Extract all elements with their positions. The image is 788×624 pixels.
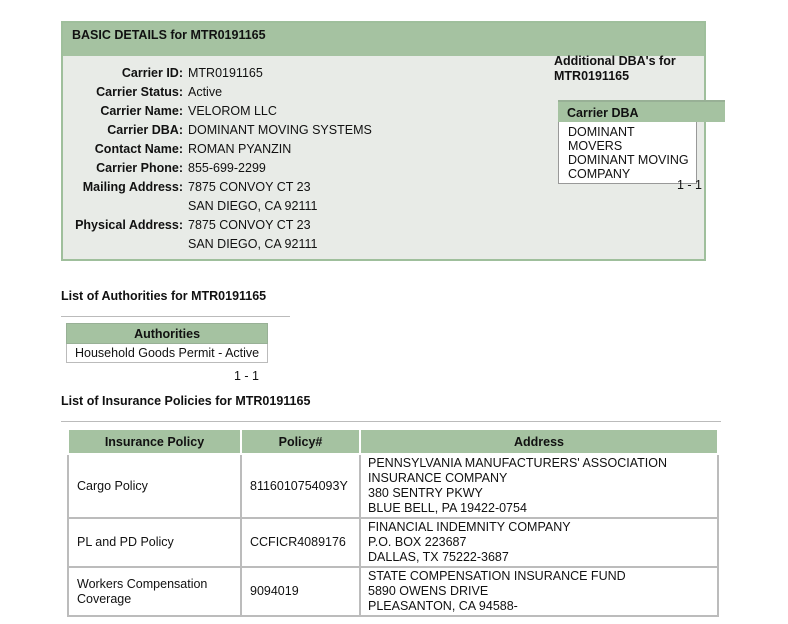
field-value: SAN DIEGO, CA 92111 — [188, 199, 318, 213]
authorities-table — [66, 323, 268, 363]
divider — [61, 421, 721, 422]
field-label: Carrier DBA: — [107, 123, 183, 137]
field-label: Mailing Address: — [82, 180, 183, 194]
table-row — [68, 454, 718, 518]
insurance-title: List of Insurance Policies for MTR0191165 — [61, 394, 311, 408]
field-value: MTR0191165 — [188, 66, 263, 80]
field-label: Contact Name: — [94, 142, 183, 156]
column-header-policy-number[interactable]: Policy# — [241, 429, 360, 454]
address-line: PLEASANTON, CA 94588- — [368, 599, 518, 613]
basic-details-header: BASIC DETAILS for MTR0191165 — [63, 23, 704, 56]
address-line: INSURANCE COMPANY — [368, 471, 508, 485]
additional-dba-title: Additional DBA's for MTR0191165 — [554, 54, 676, 83]
authorities-pager: 1 - 1 — [234, 369, 260, 383]
field-value: Active — [188, 85, 223, 99]
field-label: Carrier Status: — [96, 85, 183, 99]
field-value: ROMAN PYANZIN — [188, 142, 292, 156]
dba-list-item: DOMINANT MOVERS — [568, 125, 635, 153]
address-line: 5890 OWENS DRIVE — [368, 584, 489, 598]
table-row — [68, 567, 718, 616]
additional-dba-table — [558, 100, 718, 184]
authority-cell: Household Goods Permit - Active — [67, 344, 268, 363]
policy-type-cell: Cargo Policy — [68, 454, 241, 518]
field-value: DOMINANT MOVING SYSTEMS — [188, 123, 372, 137]
dba-pager: 1 - 1 — [677, 178, 703, 192]
field-value: 7875 CONVOY CT 23 — [188, 180, 311, 194]
address-line: PENNSYLVANIA MANUFACTURERS' ASSOCIATION — [368, 456, 667, 470]
dba-list-item: DOMINANT MOVING COMPANY — [568, 153, 689, 181]
address-line: BLUE BELL, PA 19422-0754 — [368, 501, 527, 515]
address-line: P.O. BOX 223687 — [368, 535, 467, 549]
field-label: Physical Address: — [75, 218, 183, 232]
address-line: 380 SENTRY PKWY — [368, 486, 483, 500]
address-line: STATE COMPENSATION INSURANCE FUND — [368, 569, 626, 583]
authorities-title: List of Authorities for MTR0191165 — [61, 289, 267, 303]
column-header-insurance-policy[interactable]: Insurance Policy — [68, 429, 241, 454]
basic-details-panel — [61, 21, 706, 261]
authorities-column-header[interactable]: Authorities — [67, 324, 268, 344]
address-line: FINANCIAL INDEMNITY COMPANY — [368, 520, 571, 534]
policy-type-cell: PL and PD Policy — [68, 518, 241, 567]
policy-type-cell: Workers Compensation Coverage — [68, 567, 241, 616]
policy-number-cell: 9094019 — [241, 567, 360, 616]
address-cell — [360, 454, 718, 518]
field-label: Carrier Name: — [100, 104, 183, 118]
policy-number-cell: CCFICR4089176 — [241, 518, 360, 567]
address-cell — [360, 518, 718, 567]
field-value: VELOROM LLC — [188, 104, 277, 118]
field-value: 7875 CONVOY CT 23 — [188, 218, 311, 232]
insurance-table — [67, 428, 719, 617]
dba-column-header[interactable]: Carrier DBA — [558, 100, 725, 122]
table-row — [67, 344, 268, 363]
address-line: DALLAS, TX 75222-3687 — [368, 550, 509, 564]
dba-list — [558, 122, 697, 184]
address-cell — [360, 567, 718, 616]
field-label: Carrier ID: — [121, 66, 183, 80]
table-row — [68, 518, 718, 567]
divider — [61, 316, 290, 317]
field-value: SAN DIEGO, CA 92111 — [188, 237, 318, 251]
column-header-address[interactable]: Address — [360, 429, 718, 454]
policy-number-cell: 8116010754093Y — [241, 454, 360, 518]
field-label: Carrier Phone: — [96, 161, 183, 175]
field-value: 855-699-2299 — [188, 161, 266, 175]
